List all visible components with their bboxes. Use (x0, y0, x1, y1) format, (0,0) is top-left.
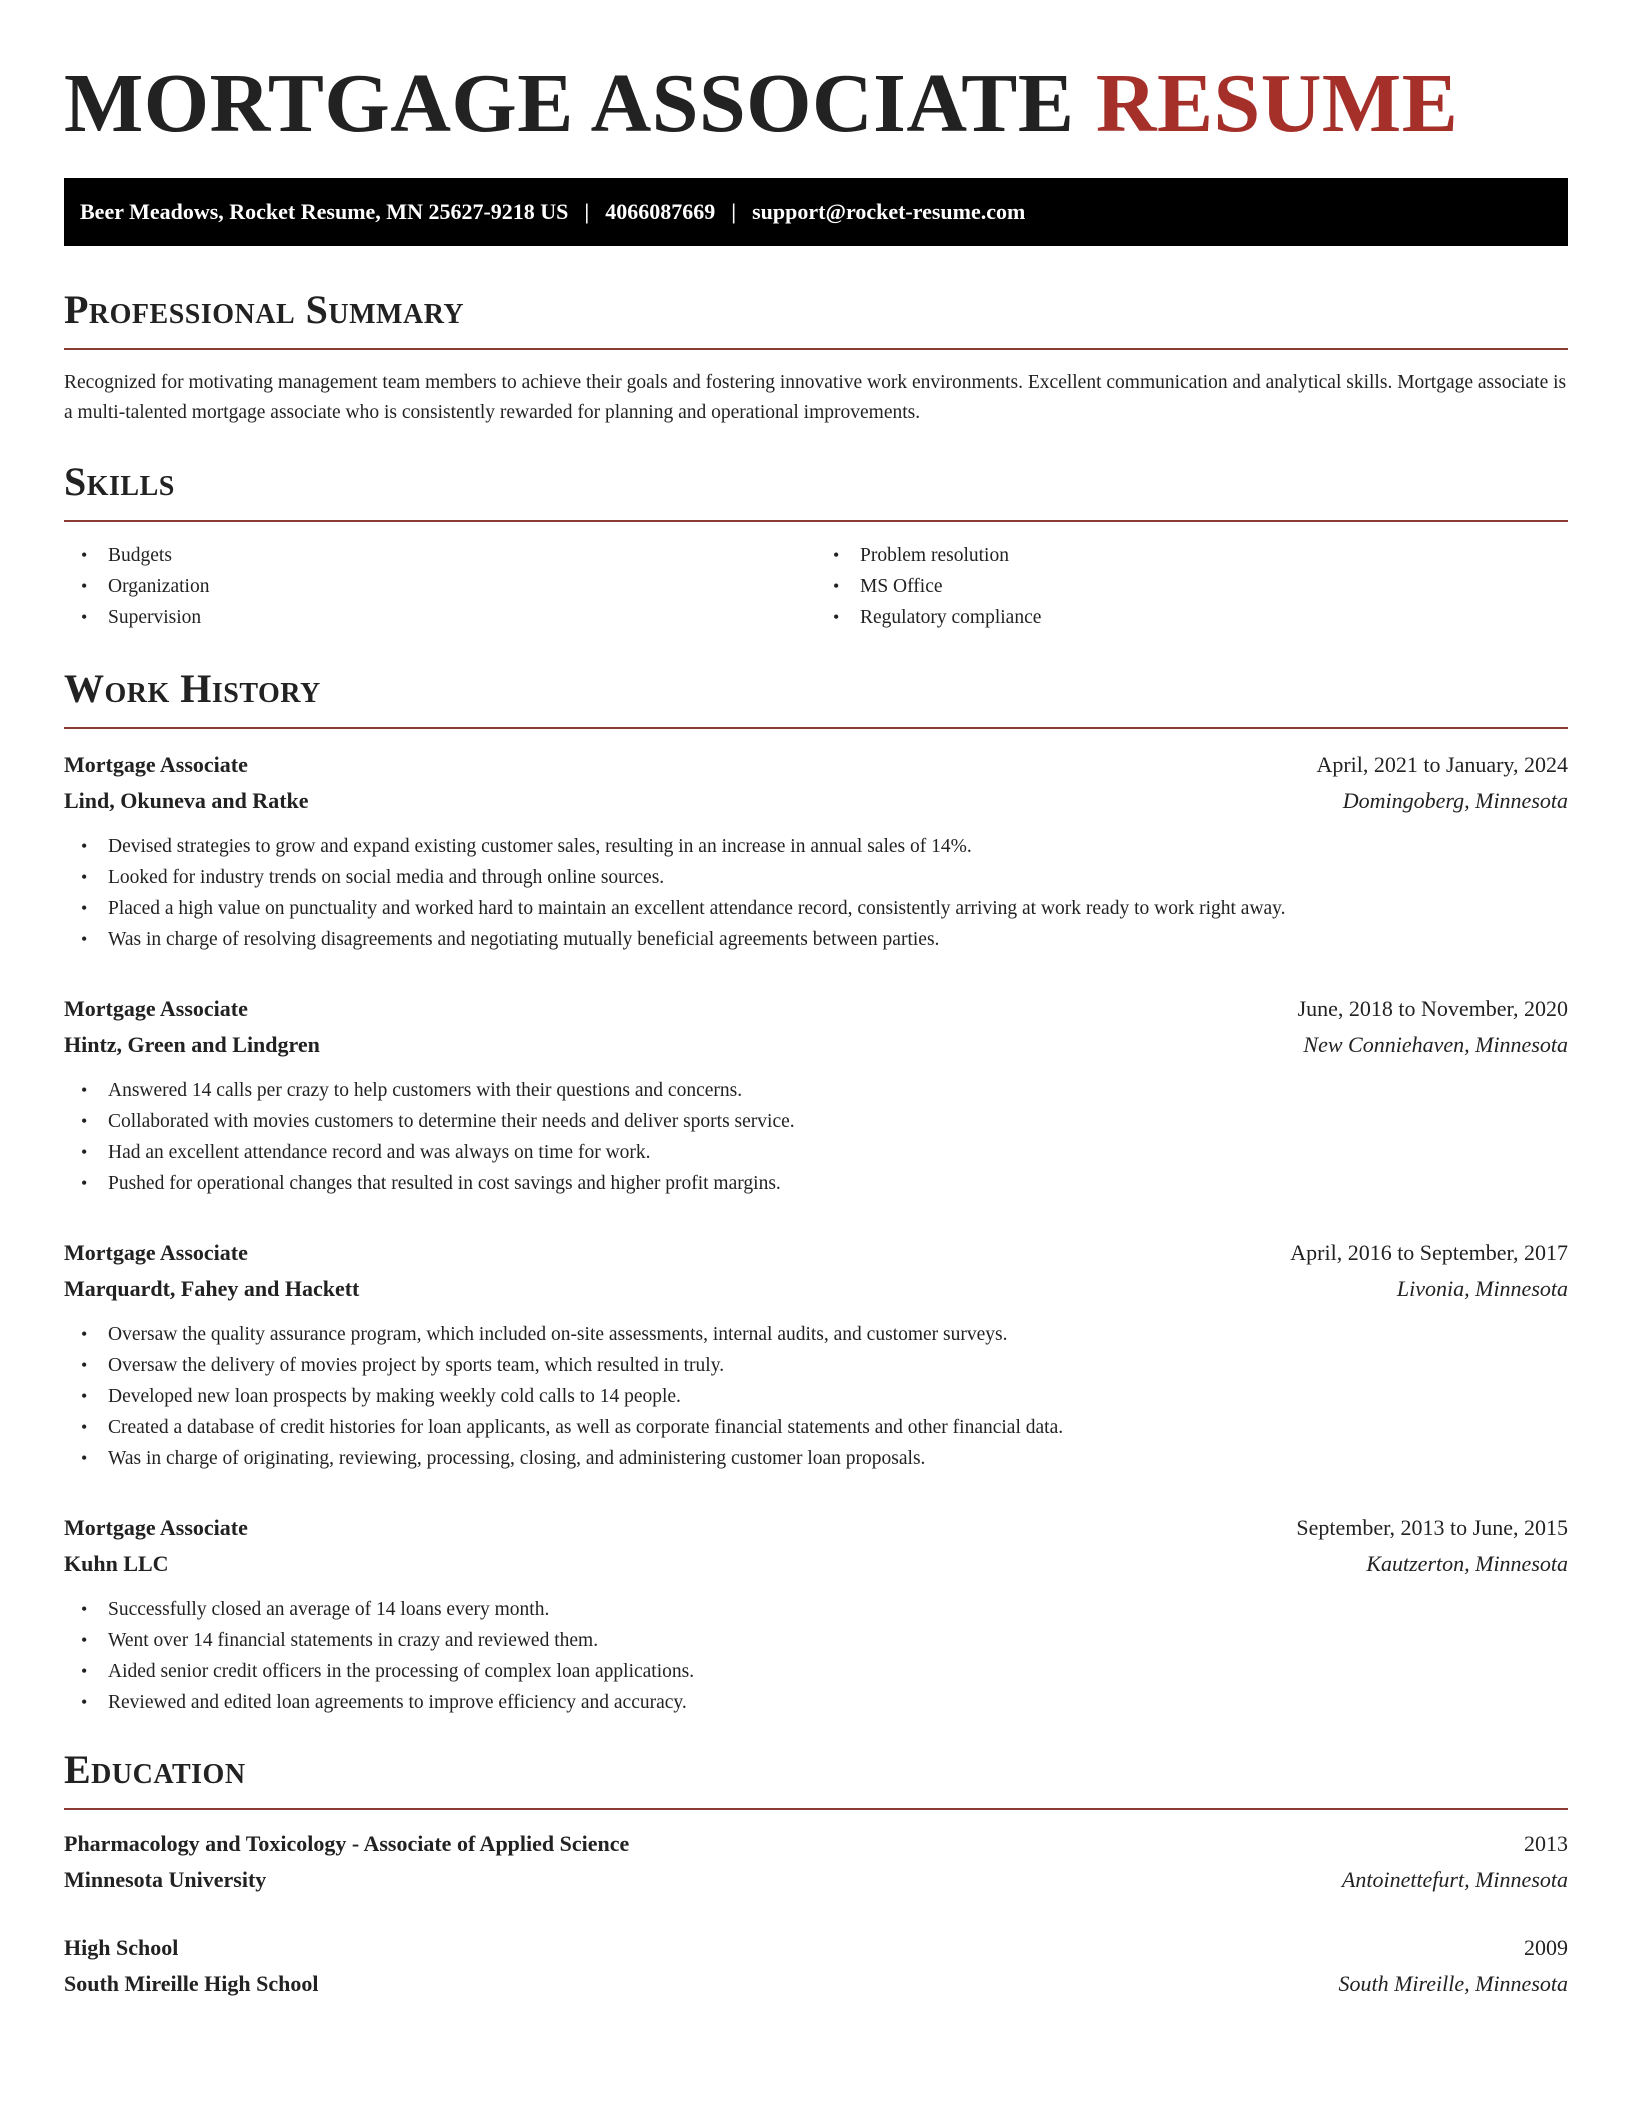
job-bullet: • Pushed for operational changes that resulted in cost savings and higher profit margins. (64, 1168, 1568, 1199)
education-year: 2009 (1524, 1935, 1568, 1960)
job-bullet: • Was in charge of originating, reviewing, processing, closing, and administering customer loan proposals. (64, 1443, 1568, 1474)
resume-title (64, 0, 1568, 152)
job-bullet: • Went over 14 financial statements in crazy and reviewed them. (64, 1625, 1568, 1656)
skill-item: • Problem resolution (816, 540, 1568, 571)
section-heading-summary: Professional Summary (64, 286, 1568, 350)
job-title-row (64, 1235, 1568, 1271)
section-heading-skills: Skills (64, 458, 1568, 522)
job-bullets (64, 1075, 1568, 1199)
job-bullet: • Was in charge of resolving disagreements and negotiating mutually beneficial agreements between parties. (64, 924, 1568, 955)
job-bullet: • Answered 14 calls per crazy to help customers with their questions and concerns. (64, 1075, 1568, 1106)
professional-summary-section (64, 286, 1568, 428)
section-heading-education: Education (64, 1746, 1568, 1810)
contact-address: Beer Meadows, Rocket Resume, MN 25627-9218 US (80, 199, 569, 224)
job-company: Lind, Okuneva and Ratke (64, 788, 309, 813)
job-company-row (64, 1027, 1568, 1063)
job-bullet: • Reviewed and edited loan agreements to improve efficiency and accuracy. (64, 1687, 1568, 1718)
skills-column-right (816, 540, 1568, 633)
job-location: Livonia, Minnesota (1396, 1276, 1568, 1301)
skills-grid (64, 540, 1568, 633)
job-bullet: • Looked for industry trends on social media and through online sources. (64, 862, 1568, 893)
job-bullet: • Oversaw the quality assurance program, which included on-site assessments, internal audits, and customer surveys. (64, 1319, 1568, 1350)
job-title: Mortgage Associate (64, 1240, 248, 1265)
skills-section (64, 458, 1568, 633)
education-degree: Pharmacology and Toxicology - Associate of Applied Science (64, 1831, 630, 1856)
job-entry (64, 991, 1568, 1199)
education-degree-row (64, 1930, 1568, 1966)
job-location: Domingoberg, Minnesota (1342, 788, 1568, 813)
section-heading-work: Work History (64, 665, 1568, 729)
job-dates: September, 2013 to June, 2015 (1296, 1515, 1568, 1540)
education-year: 2013 (1524, 1831, 1568, 1856)
contact-phone: 4066087669 (605, 199, 716, 224)
job-company-row (64, 1546, 1568, 1582)
job-location: Kautzerton, Minnesota (1366, 1551, 1568, 1576)
job-bullet: • Had an excellent attendance record and was always on time for work. (64, 1137, 1568, 1168)
job-company-row (64, 1271, 1568, 1307)
job-company: Hintz, Green and Lindgren (64, 1032, 320, 1057)
job-title-row (64, 1510, 1568, 1546)
job-company: Marquardt, Fahey and Hackett (64, 1276, 360, 1301)
job-title: Mortgage Associate (64, 1515, 248, 1540)
job-entry (64, 747, 1568, 955)
job-bullet: • Oversaw the delivery of movies project by sports team, which resulted in truly. (64, 1350, 1568, 1381)
resume-title-accent: RESUME (1095, 57, 1459, 150)
education-entry (64, 1826, 1568, 1898)
job-title: Mortgage Associate (64, 996, 248, 1021)
education-entry (64, 1930, 1568, 2002)
job-bullet: • Created a database of credit histories for loan applicants, as well as corporate financial statements and other financial data. (64, 1412, 1568, 1443)
skill-item: • MS Office (816, 571, 1568, 602)
job-bullet: • Aided senior credit officers in the processing of complex loan applications. (64, 1656, 1568, 1687)
education-location: South Mireille, Minnesota (1338, 1971, 1568, 1996)
summary-text: Recognized for motivating management team members to achieve their goals and fostering innovative work environments. Excellent communication and analytical skills. Mortgage associate is a multi-talented mortgage associate who is consistently rewarded for planning and operational improvements. (64, 372, 1567, 423)
education-section (64, 1746, 1568, 2002)
skill-item: • Organization (64, 571, 816, 602)
education-school-row (64, 1966, 1568, 2002)
job-title-row (64, 747, 1568, 783)
education-location: Antoinettefurt, Minnesota (1341, 1867, 1568, 1892)
job-dates: April, 2016 to September, 2017 (1290, 1240, 1568, 1265)
job-dates: June, 2018 to November, 2020 (1297, 996, 1568, 1021)
job-bullet: • Devised strategies to grow and expand existing customer sales, resulting in an increase in annual sales of 14%. (64, 831, 1568, 862)
contact-separator: | (584, 199, 590, 224)
job-bullets (64, 1319, 1568, 1474)
contact-bar (64, 178, 1568, 246)
job-company-row (64, 783, 1568, 819)
skill-item: • Supervision (64, 602, 816, 633)
education-school-row (64, 1862, 1568, 1898)
job-dates: April, 2021 to January, 2024 (1316, 752, 1568, 777)
skills-column-left (64, 540, 816, 633)
job-bullet: • Developed new loan prospects by making weekly cold calls to 14 people. (64, 1381, 1568, 1412)
job-entry (64, 1235, 1568, 1474)
job-company: Kuhn LLC (64, 1551, 169, 1576)
skill-item: • Regulatory compliance (816, 602, 1568, 633)
resume-title-main: MORTGAGE ASSOCIATE (64, 57, 1075, 150)
job-title: Mortgage Associate (64, 752, 248, 777)
job-bullet: • Collaborated with movies customers to determine their needs and deliver sports service. (64, 1106, 1568, 1137)
education-degree-row (64, 1826, 1568, 1862)
work-history-section (64, 665, 1568, 1718)
education-degree: High School (64, 1935, 179, 1960)
contact-email: support@rocket-resume.com (752, 199, 1026, 224)
job-title-row (64, 991, 1568, 1027)
skill-item: • Budgets (64, 540, 816, 571)
contact-separator: | (731, 199, 737, 224)
education-school: South Mireille High School (64, 1971, 319, 1996)
job-bullet: • Successfully closed an average of 14 loans every month. (64, 1594, 1568, 1625)
job-location: New Conniehaven, Minnesota (1303, 1032, 1568, 1057)
job-bullets (64, 831, 1568, 955)
job-entry (64, 1510, 1568, 1718)
education-school: Minnesota University (64, 1867, 267, 1892)
job-bullet: • Placed a high value on punctuality and worked hard to maintain an excellent attendance record, consistently arriving at work ready to work right away. (64, 893, 1568, 924)
job-bullets (64, 1594, 1568, 1718)
